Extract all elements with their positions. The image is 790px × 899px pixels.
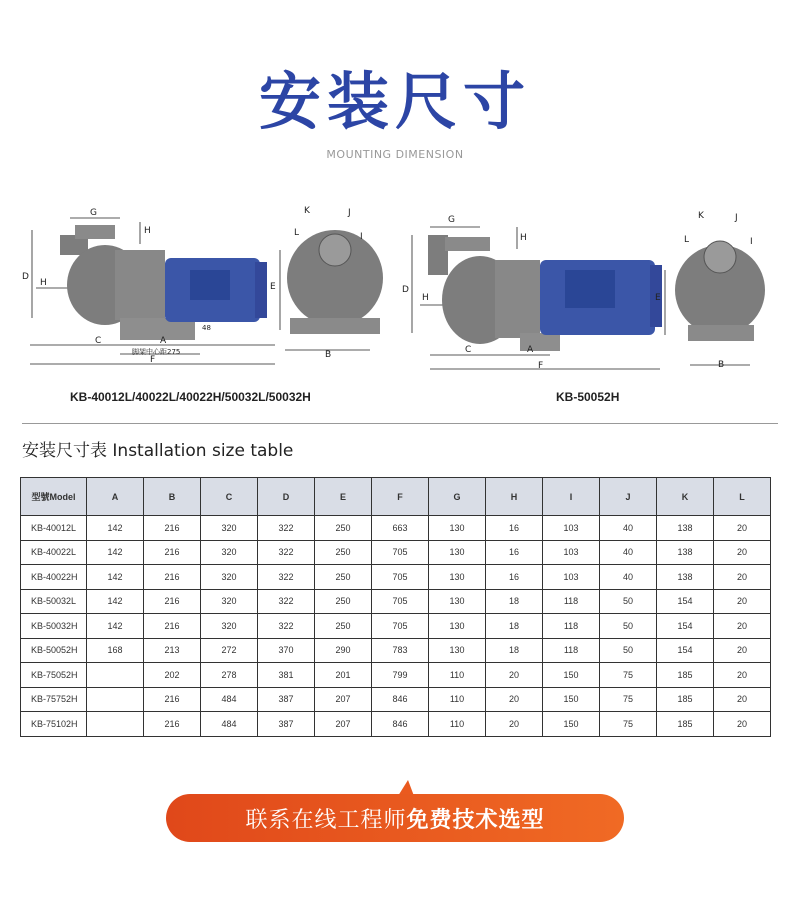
- dim-label-G: G: [90, 208, 97, 218]
- dimension-cell: 216: [144, 540, 201, 565]
- model-cell: KB-50052H: [21, 638, 87, 663]
- dimension-cell: 103: [543, 516, 600, 541]
- col-header: H: [486, 478, 543, 516]
- contact-engineer-button[interactable]: [166, 794, 624, 842]
- dim-label-K: K: [304, 206, 310, 216]
- dimension-cell: [87, 663, 144, 688]
- dim-label-48: 48: [202, 324, 211, 332]
- model-cell: KB-75102H: [21, 712, 87, 737]
- page-subtitle: MOUNTING DIMENSION: [326, 148, 464, 161]
- dimension-cell: 50: [600, 589, 657, 614]
- dimension-cell: 216: [144, 712, 201, 737]
- dimension-cell: 185: [657, 712, 714, 737]
- dimension-cell: 250: [315, 565, 372, 590]
- col-header: C: [201, 478, 258, 516]
- table-row: [21, 540, 771, 565]
- dimension-cell: 20: [486, 712, 543, 737]
- dimension-cell: 216: [144, 589, 201, 614]
- caption-right-model: KB-50052H: [556, 390, 620, 404]
- dimension-cell: 150: [543, 663, 600, 688]
- dimension-cell: 16: [486, 565, 543, 590]
- dimension-cell: 20: [714, 589, 771, 614]
- dim-label-I: I: [360, 232, 363, 242]
- dim-label-B: B: [718, 360, 725, 370]
- dim-label-D: D: [22, 272, 29, 282]
- dimension-cell: 846: [372, 687, 429, 712]
- dimension-cell: 322: [258, 589, 315, 614]
- dimension-cell: 20: [714, 516, 771, 541]
- dimension-cell: 250: [315, 540, 372, 565]
- dimension-cell: 705: [372, 565, 429, 590]
- dimension-cell: 20: [714, 540, 771, 565]
- dimension-cell: 216: [144, 516, 201, 541]
- dimension-cell: 663: [372, 516, 429, 541]
- col-header: B: [144, 478, 201, 516]
- page-title: 安装尺寸: [258, 65, 531, 138]
- dimension-cell: 18: [486, 614, 543, 639]
- dimension-cell: 207: [315, 712, 372, 737]
- dimension-cell: 110: [429, 663, 486, 688]
- dimension-cell: 142: [87, 589, 144, 614]
- dim-label-H2: H: [40, 278, 47, 288]
- dimension-cell: 118: [543, 638, 600, 663]
- dim-label-C: C: [95, 336, 102, 346]
- dimension-cell: 705: [372, 540, 429, 565]
- pump-drawing-left-svg: [20, 200, 390, 370]
- cta-text-strong: 免费技术选型: [406, 807, 545, 833]
- col-header: J: [600, 478, 657, 516]
- divider: [22, 423, 778, 424]
- dimension-cell: 20: [486, 663, 543, 688]
- installation-size-table: [20, 477, 771, 737]
- dimension-cell: 322: [258, 565, 315, 590]
- dimension-cell: 216: [144, 687, 201, 712]
- dimension-cell: 250: [315, 589, 372, 614]
- dimension-cell: 216: [144, 614, 201, 639]
- dimension-cell: 142: [87, 565, 144, 590]
- table-row: [21, 638, 771, 663]
- model-cell: KB-40012L: [21, 516, 87, 541]
- dimension-cell: 130: [429, 589, 486, 614]
- dim-label-D: D: [402, 285, 409, 295]
- dimension-cell: 705: [372, 614, 429, 639]
- dimension-cell: 290: [315, 638, 372, 663]
- dimension-cell: 40: [600, 565, 657, 590]
- dim-label-L: L: [684, 235, 690, 245]
- dimension-cell: 185: [657, 687, 714, 712]
- table-header-row: [21, 478, 771, 516]
- dimension-cell: 103: [543, 540, 600, 565]
- dimension-cell: 118: [543, 614, 600, 639]
- dimension-cell: 50: [600, 638, 657, 663]
- col-header: G: [429, 478, 486, 516]
- dim-label-J: J: [348, 208, 351, 218]
- model-cell: KB-50032H: [21, 614, 87, 639]
- dimension-cell: 387: [258, 687, 315, 712]
- dimension-cell: 320: [201, 614, 258, 639]
- dimension-cell: 320: [201, 540, 258, 565]
- dimension-cell: 142: [87, 516, 144, 541]
- table-row: [21, 614, 771, 639]
- dimension-cell: 130: [429, 540, 486, 565]
- model-cell: KB-40022H: [21, 565, 87, 590]
- dimension-cell: 75: [600, 663, 657, 688]
- dimension-cell: 168: [87, 638, 144, 663]
- dimension-cell: 110: [429, 687, 486, 712]
- dimension-cell: 250: [315, 516, 372, 541]
- model-cell: KB-50032L: [21, 589, 87, 614]
- dimension-cell: 783: [372, 638, 429, 663]
- col-header: K: [657, 478, 714, 516]
- dimension-cell: [87, 687, 144, 712]
- dimension-cell: 20: [714, 712, 771, 737]
- dim-label-E: E: [655, 293, 661, 303]
- col-header: L: [714, 478, 771, 516]
- pump-drawing-left: [20, 200, 390, 370]
- dimension-cell: 216: [144, 565, 201, 590]
- dimension-cell: 387: [258, 712, 315, 737]
- dimension-cell: 705: [372, 589, 429, 614]
- table-row: [21, 516, 771, 541]
- dimension-cell: 846: [372, 712, 429, 737]
- dimension-cell: 322: [258, 614, 315, 639]
- dim-label-F: F: [538, 361, 544, 371]
- model-cell: KB-40022L: [21, 540, 87, 565]
- dimension-cell: 320: [201, 516, 258, 541]
- model-cell: KB-75052H: [21, 663, 87, 688]
- dim-label-B: B: [325, 350, 332, 360]
- col-header: F: [372, 478, 429, 516]
- dimension-cell: 207: [315, 687, 372, 712]
- dimension-cell: 322: [258, 516, 315, 541]
- table-row: [21, 687, 771, 712]
- dimension-cell: 154: [657, 589, 714, 614]
- dimension-cell: 16: [486, 516, 543, 541]
- dimension-cell: 250: [315, 614, 372, 639]
- dimension-cell: 20: [714, 687, 771, 712]
- dim-label-A: A: [160, 336, 167, 346]
- model-cell: KB-75752H: [21, 687, 87, 712]
- dimension-cell: 278: [201, 663, 258, 688]
- dimension-cell: 130: [429, 516, 486, 541]
- caption-left-models: KB-40012L/40022L/40022H/50032L/50032H: [70, 390, 311, 404]
- dim-label-G: G: [448, 215, 455, 225]
- pump-drawing-right: [400, 205, 770, 375]
- dimension-cell: 202: [144, 663, 201, 688]
- table-body: [21, 516, 771, 737]
- dim-label-H: H: [144, 226, 151, 236]
- dimension-cell: 130: [429, 614, 486, 639]
- col-header: E: [315, 478, 372, 516]
- dimension-cell: 322: [258, 540, 315, 565]
- dimension-cell: 138: [657, 516, 714, 541]
- dimension-cell: 75: [600, 687, 657, 712]
- dimension-cell: 103: [543, 565, 600, 590]
- col-header: A: [87, 478, 144, 516]
- dimension-cell: 110: [429, 712, 486, 737]
- dimension-cell: 154: [657, 638, 714, 663]
- dimension-cell: 20: [714, 663, 771, 688]
- dim-label-K: K: [698, 211, 704, 221]
- dimension-cell: 201: [315, 663, 372, 688]
- dimension-cell: 20: [714, 638, 771, 663]
- dimension-cell: 20: [714, 565, 771, 590]
- dimension-cell: 40: [600, 540, 657, 565]
- dimension-cell: 142: [87, 540, 144, 565]
- dimension-cell: 185: [657, 663, 714, 688]
- dimension-cell: 75: [600, 712, 657, 737]
- dim-label-E: E: [270, 282, 276, 292]
- dimension-cell: 16: [486, 540, 543, 565]
- dim-label-I: I: [750, 237, 753, 247]
- dimension-cell: 381: [258, 663, 315, 688]
- dimension-cell: 40: [600, 516, 657, 541]
- col-header: 型號Model: [21, 478, 87, 516]
- dimension-cell: 20: [714, 614, 771, 639]
- table-row: [21, 565, 771, 590]
- dimension-cell: 18: [486, 589, 543, 614]
- dim-label-L: L: [294, 228, 300, 238]
- dimension-cell: 272: [201, 638, 258, 663]
- dimension-cell: 150: [543, 712, 600, 737]
- dimension-cell: 150: [543, 687, 600, 712]
- dimension-cell: 370: [258, 638, 315, 663]
- dim-label-H2: H: [422, 293, 429, 303]
- dimension-cell: 320: [201, 589, 258, 614]
- col-header: I: [543, 478, 600, 516]
- dimension-cell: 484: [201, 687, 258, 712]
- col-header: D: [258, 478, 315, 516]
- dim-label-bracket: 脚架中心距275: [132, 348, 181, 356]
- cta-text-normal: 联系在线工程师: [245, 807, 407, 833]
- dimension-cell: 799: [372, 663, 429, 688]
- table-heading: 安装尺寸表 Installation size table: [22, 441, 294, 461]
- dimension-cell: 50: [600, 614, 657, 639]
- table-row: [21, 589, 771, 614]
- dim-label-J: J: [735, 213, 738, 223]
- dimension-cell: 213: [144, 638, 201, 663]
- dimension-cell: 130: [429, 565, 486, 590]
- dim-label-A: A: [527, 345, 534, 355]
- dimension-cell: 138: [657, 565, 714, 590]
- dimension-cell: 118: [543, 589, 600, 614]
- table-row: [21, 712, 771, 737]
- dim-label-C: C: [465, 345, 472, 355]
- dimension-cell: 138: [657, 540, 714, 565]
- dimension-cell: 18: [486, 638, 543, 663]
- dimension-cell: 320: [201, 565, 258, 590]
- dim-label-H: H: [520, 233, 527, 243]
- dimension-cell: 20: [486, 687, 543, 712]
- table-row: [21, 663, 771, 688]
- dimension-cell: [87, 712, 144, 737]
- dim-label-F: F: [150, 355, 156, 365]
- dimension-cell: 484: [201, 712, 258, 737]
- dimension-cell: 130: [429, 638, 486, 663]
- pump-drawing-right-svg: [400, 205, 770, 375]
- dimension-cell: 142: [87, 614, 144, 639]
- dimension-cell: 154: [657, 614, 714, 639]
